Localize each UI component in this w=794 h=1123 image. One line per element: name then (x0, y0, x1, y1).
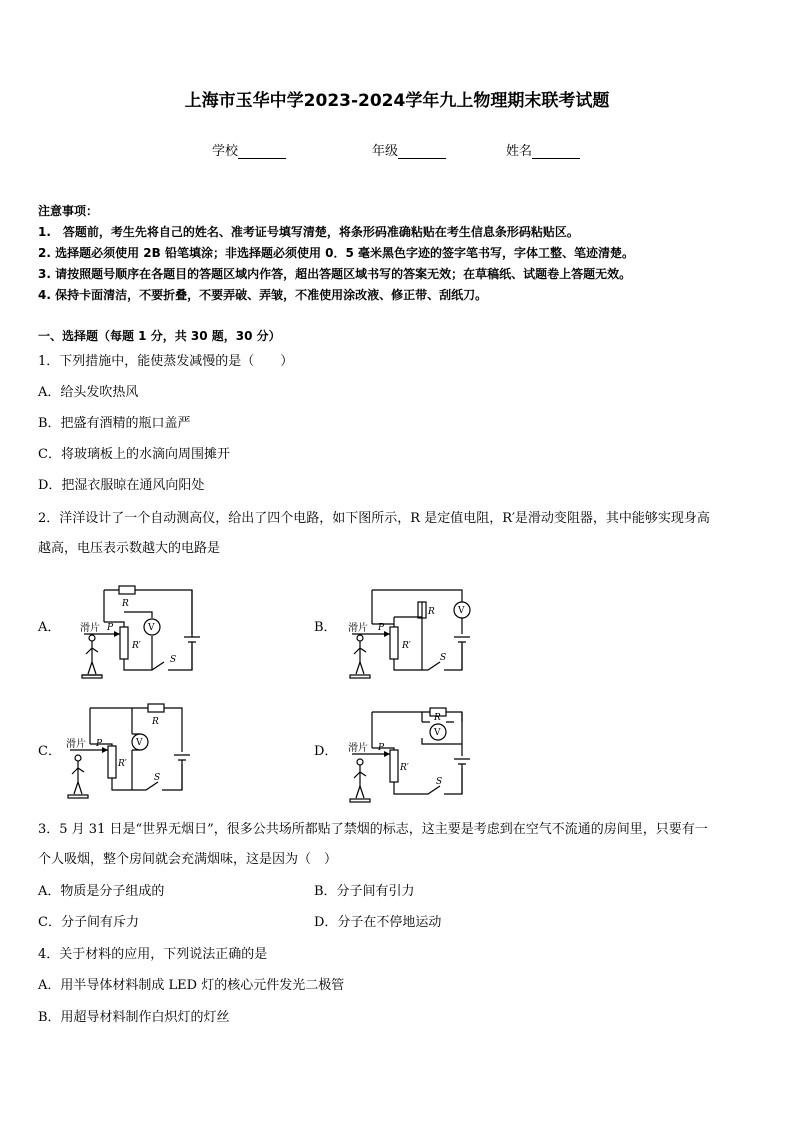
switch-label: S (440, 653, 447, 663)
q1-option-d[interactable]: D．把湿衣服晾在通风向阳处 (38, 478, 205, 493)
q4-option-a[interactable]: A．用半导体材料制成 LED 灯的核心元件发光二极管 (38, 978, 345, 993)
slider-label: 滑片 (66, 739, 86, 750)
q3-option-d[interactable]: D．分子在不停地运动 (314, 915, 442, 930)
grade-label: 年级 (372, 144, 399, 159)
r-prime-label: R′ (400, 763, 409, 773)
page-title: 上海市玉华中学2023-2024学年九上物理期末联考试题 (184, 91, 610, 111)
circuit-a-diagram (74, 582, 204, 682)
switch-label: S (170, 655, 177, 665)
circuit-b-diagram (344, 582, 474, 682)
q3-stem-line1: 3．5 月 31 日是“世界无烟日”，很多公共场所都贴了禁烟的标志，这主要是考虑到在空气不流通的房间里，只要有一 (38, 822, 708, 837)
voltmeter-label: V (458, 606, 465, 616)
q2-option-d-label[interactable]: D． (314, 744, 338, 759)
school-label: 学校 (212, 144, 239, 159)
r-label: R (152, 717, 159, 727)
p-label: P (378, 743, 385, 753)
notice-item: 3. 请按照题号顺序在各题目的答题区域内作答，超出答题区域书写的答案无效；在草稿纸、试题卷上答题无效。 (38, 267, 632, 281)
grade-blank[interactable] (398, 146, 446, 159)
name-field[interactable] (506, 140, 580, 159)
voltmeter-label: V (148, 623, 155, 633)
q2-stem-line2: 越高，电压表示数越大的电路是 (38, 541, 221, 556)
notice-item: 2. 选择题必须使用 2B 铅笔填涂；非选择题必须使用 0．5 毫米黑色字迹的签字笔书写，字体工整、笔迹清楚。 (38, 246, 634, 260)
q3-option-c[interactable]: C．分子间有斥力 (38, 915, 139, 930)
slider-label: 滑片 (348, 743, 368, 754)
switch-label: S (436, 777, 443, 787)
q1-option-a[interactable]: A．给头发吹热风 (38, 385, 139, 400)
notice-item: 1. 答题前，考生先将自己的姓名、准考证号填写清楚，将条形码准确粘贴在考生信息条形码粘贴区。 (38, 225, 579, 239)
r-prime-label: R′ (118, 759, 127, 769)
name-label: 姓名 (506, 144, 533, 159)
voltmeter-label: V (434, 728, 441, 738)
q2-option-a-label[interactable]: A． (38, 620, 61, 635)
name-blank[interactable] (532, 146, 580, 159)
q1-option-b[interactable]: B．把盛有酒精的瓶口盖严 (38, 416, 191, 431)
school-blank[interactable] (238, 146, 286, 159)
q4-option-b[interactable]: B．用超导材料制作白炽灯的灯丝 (38, 1010, 230, 1025)
slider-label: 滑片 (80, 623, 100, 634)
r-label: R (434, 713, 441, 723)
p-label: P (378, 623, 385, 633)
r-label: R (428, 607, 435, 617)
q2-stem-line1: 2．洋洋设计了一个自动测高仪，给出了四个电路，如下图所示，R 是定值电阻，R′是滑动变阻器，其中能够实现身高 (38, 511, 710, 526)
r-label: R (122, 599, 129, 609)
notice-item: 4. 保持卡面清洁，不要折叠，不要弄破、弄皱，不准使用涂改液、修正带、刮纸刀。 (38, 288, 488, 302)
circuit-c-diagram (62, 702, 202, 802)
slider-label: 滑片 (348, 623, 368, 634)
q3-option-a[interactable]: A．物质是分子组成的 (38, 884, 165, 899)
voltmeter-label: V (136, 738, 143, 748)
p-label: P (96, 739, 103, 749)
r-prime-label: R′ (132, 641, 141, 651)
r-prime-label: R′ (402, 641, 411, 651)
circuit-d-diagram (344, 706, 474, 806)
q3-option-b[interactable]: B．分子间有引力 (314, 884, 415, 899)
school-field[interactable] (212, 140, 286, 159)
grade-field[interactable] (372, 140, 446, 159)
q3-stem-line2: 个人吸烟，整个房间就会充满烟味，这是因为（ ） (38, 852, 338, 867)
notice-heading: 注意事项： (38, 204, 99, 218)
q2-option-b-label[interactable]: B． (314, 620, 337, 635)
q1-stem: 1．下列措施中，能使蒸发减慢的是（ ） (38, 354, 294, 369)
switch-label: S (154, 773, 161, 783)
q2-option-c-label[interactable]: C． (38, 744, 61, 759)
q4-stem: 4．关于材料的应用，下列说法正确的是 (38, 947, 268, 962)
q1-option-c[interactable]: C．将玻璃板上的水滴向周围摊开 (38, 447, 230, 462)
p-label: P (107, 623, 114, 633)
section-heading: 一、选择题（每题 1 分，共 30 题，30 分） (38, 329, 281, 343)
